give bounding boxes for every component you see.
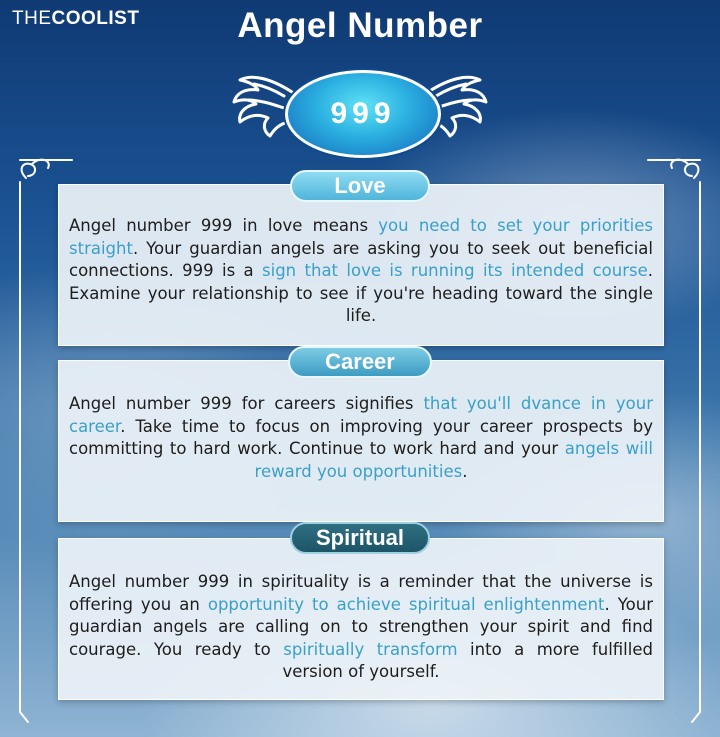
- career-text: [69, 393, 653, 483]
- angel-number-badge: [230, 60, 490, 150]
- spiritual-text: [69, 571, 653, 684]
- spiritual-heading: Spiritual: [290, 522, 430, 554]
- love-text-1: Angel number 999 in love means: [69, 216, 379, 235]
- career-text-3: .: [462, 461, 468, 481]
- spiritual-card: [58, 538, 664, 700]
- career-card: [58, 360, 664, 522]
- page-title: Angel Number: [237, 6, 483, 45]
- love-highlight-1: you need to set your priorities straight: [69, 216, 653, 258]
- spiritual-highlight-2: spiritually transform: [283, 639, 458, 659]
- love-text: [69, 215, 653, 328]
- career-text-2: . Take time to focus on improving your career prospects by committing to hard work. Continue to work hard and your: [69, 416, 653, 458]
- number-oval: 999: [285, 70, 441, 158]
- spiritual-text-2: . Your guardian angels are calling on to strengthen your spirit and find courage. You ready to: [69, 594, 653, 659]
- love-highlight-2: sign that love is running its intended course: [262, 261, 648, 280]
- love-text-3: . Examine your relationship to see if you're heading toward the single life.: [69, 261, 653, 325]
- love-card: [58, 184, 664, 346]
- brand-part-1: THE: [12, 8, 52, 29]
- spiritual-text-3: into a more fulfilled version of yourself.: [282, 639, 653, 681]
- brand-part-2: COOLIST: [51, 8, 140, 29]
- spiritual-text-1: Angel number 999 in spirituality is a reminder that the universe is offering you an: [69, 572, 653, 614]
- career-heading: Career: [288, 346, 432, 378]
- love-heading: Love: [290, 170, 430, 202]
- spiritual-highlight-1: opportunity to achieve spiritual enlightenment: [207, 594, 605, 614]
- love-text-2: . Your guardian angels are asking you to seek out beneficial connections. 999 is a: [69, 238, 653, 280]
- career-text-1: Angel number 999 for careers signifies: [69, 394, 424, 413]
- career-highlight-1: that you'll dvance in your career: [69, 394, 653, 436]
- career-highlight-2: angels will reward you opportunities: [254, 439, 653, 481]
